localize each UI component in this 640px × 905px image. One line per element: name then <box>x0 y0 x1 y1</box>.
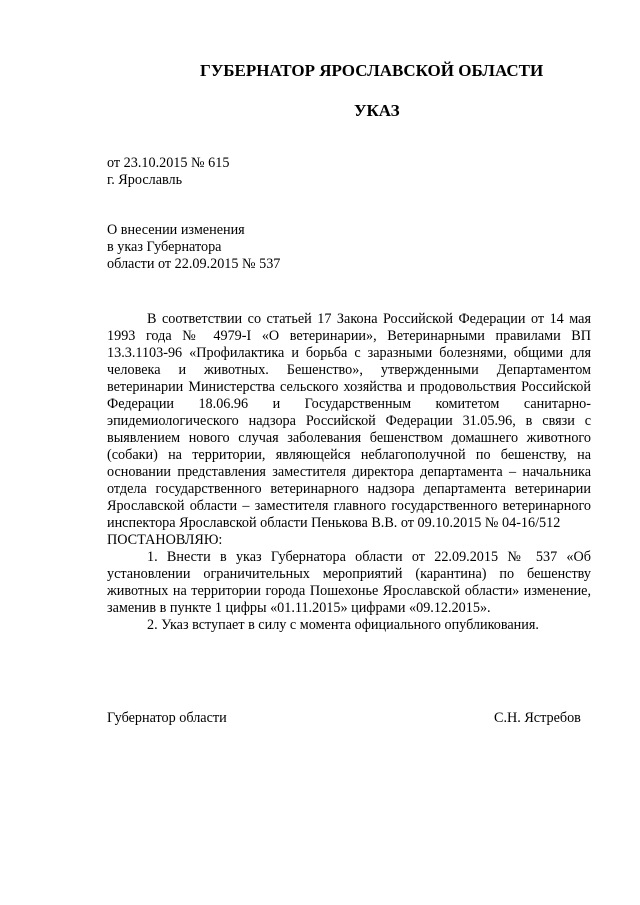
document-meta <box>107 155 229 189</box>
preamble-paragraph: В соответствии со статьей 17 Закона Российской Федерации от 14 мая 1993 года № 4979-I «О ветеринарии», Ветеринарными правилами ВП 13.3.1103-96 «Профилактика и борьба с заразными болезнями, общими для человека и животных. Бешенство», утвержденными Департаментом ветеринарии Министерства сельского хозяйства и продовольствия Российской Федерации 18.06.96 и Государственным комитетом санитарно-эпидемиологического надзора Российской Федерации 31.05.96, в связи с выявлением нового случая заболевания бешенством домашнего животного (собаки) на территории, являющейся неблагополучной по бешенству, на основании представления заместителя директора департамента – начальника отдела государственного ветеринарного надзора департамента ветеринарии Ярославской области – заместителя главного государственного ветеринарного инспектора Ярославской области Пенькова В.В. от 09.10.2015 № 04-16/512 <box>107 311 591 531</box>
signature-position: Губернатор области <box>107 710 227 726</box>
document-type: УКАЗ <box>354 101 400 120</box>
date-number: от 23.10.2015 № 615 <box>107 155 230 171</box>
decree-item-1: 1. Внести в указ Губернатора области от 22.09.2015 № 537 «Об установлении ограничительных мероприятий (карантина) по бешенству животных на территории города Пошехонье Ярославской области» изменение, заменив в пункте 1 цифры «01.11.2015» цифрами «09.12.2015». <box>107 549 591 616</box>
document-body <box>107 311 591 634</box>
subject-line-3: области от 22.09.2015 № 537 <box>107 256 281 272</box>
signature-name: С.Н. Ястребов <box>494 710 581 726</box>
subject-line-2: в указ Губернатора <box>107 239 222 255</box>
decree-item-2: 2. Указ вступает в силу с момента официального опубликования. <box>147 617 539 633</box>
subject-line-1: О внесении изменения <box>107 222 245 238</box>
document-title: ГУБЕРНАТОР ЯРОСЛАВСКОЙ ОБЛАСТИ <box>200 61 544 80</box>
city: г. Ярославль <box>107 172 183 188</box>
decree-word: ПОСТАНОВЛЯЮ: <box>107 532 223 548</box>
document-subject <box>107 222 280 273</box>
